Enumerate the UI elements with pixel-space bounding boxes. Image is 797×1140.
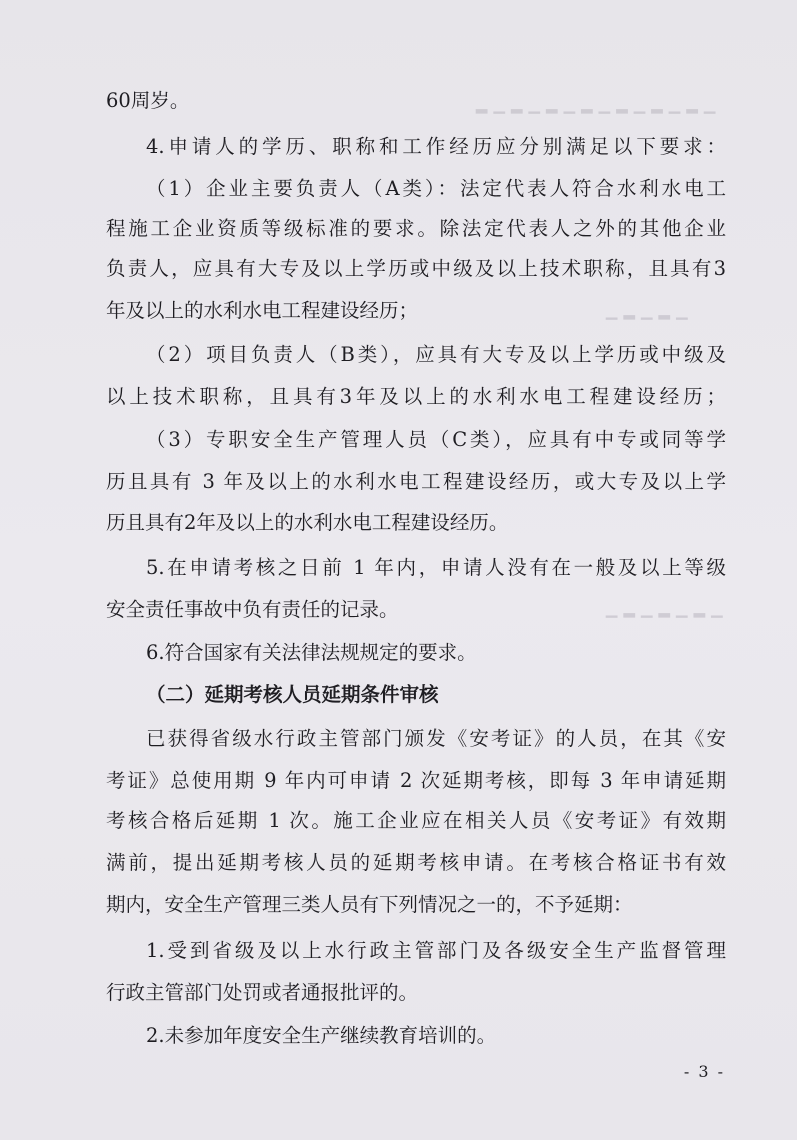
text-line: 行政主管部门处罚或者通报批评的。 xyxy=(106,981,419,1004)
section-heading: （二）延期考核人员延期条件审核 xyxy=(146,683,439,706)
text-line: 历且具有2年及以上的水利水电工程建设经历。 xyxy=(106,511,509,534)
bleed-through-texture: ▁▂▁▂▁ xyxy=(600,302,688,320)
text-line: 已获得省级水行政主管部门颁发《安考证》的人员，在其《安 xyxy=(146,727,726,750)
text-line: （2）项目负责人（B类），应具有大专及以上学历或中级及 xyxy=(146,343,726,366)
text-line: 以上技术职称，且具有3年及以上的水利水电工程建设经历； xyxy=(106,385,726,408)
text-line: 程施工企业资质等级标准的要求。除法定代表人之外的其他企业 xyxy=(106,217,726,240)
text-line: 60周岁。 xyxy=(106,89,190,112)
text-line: 年及以上的水利水电工程建设经历； xyxy=(106,299,419,322)
text-line: （3）专职安全生产管理人员（C类），应具有中专或同等学 xyxy=(146,428,726,451)
text-line: 1.受到省级及以上水行政主管部门及各级安全生产监督管理 xyxy=(146,939,726,962)
text-line: 考核合格后延期 1 次。施工企业应在相关人员《安考证》有效期 xyxy=(106,809,726,832)
text-line: 6.符合国家有关法律法规规定的要求。 xyxy=(146,641,477,664)
text-line: （1）企业主要负责人（A类）：法定代表人符合水利水电工 xyxy=(146,177,726,200)
text-line: 历且具有 3 年及以上的水利水电工程建设经历，或大专及以上学 xyxy=(106,470,726,493)
text-line: 期内，安全生产管理三类人员有下列情况之一的，不予延期： xyxy=(106,893,633,916)
text-line: 考证》总使用期 9 年内可申请 2 次延期考核，即每 3 年申请延期 xyxy=(106,769,726,792)
text-line: 安全责任事故中负有责任的记录。 xyxy=(106,598,399,621)
text-line: 满前，提出延期考核人员的延期考核申请。在考核合格证书有效 xyxy=(106,851,726,874)
text-line: 2.未参加年度安全生产继续教育培训的。 xyxy=(146,1024,497,1047)
text-line: 4.申请人的学历、职称和工作经历应分别满足以下要求： xyxy=(146,135,726,158)
page-number: - 3 - xyxy=(683,1062,725,1081)
bleed-through-texture: ▁▂▁▂▁▂▁ xyxy=(600,600,723,618)
text-line: 5.在申请考核之日前 1 年内，申请人没有在一般及以上等级 xyxy=(146,556,726,579)
text-line: 负责人，应具有大专及以上学历或中级及以上技术职称，且具有3 xyxy=(106,257,726,280)
bleed-through-texture: ▁▂▁▂▁▂▁▂▁▂▁▂▁▂ xyxy=(470,96,716,114)
